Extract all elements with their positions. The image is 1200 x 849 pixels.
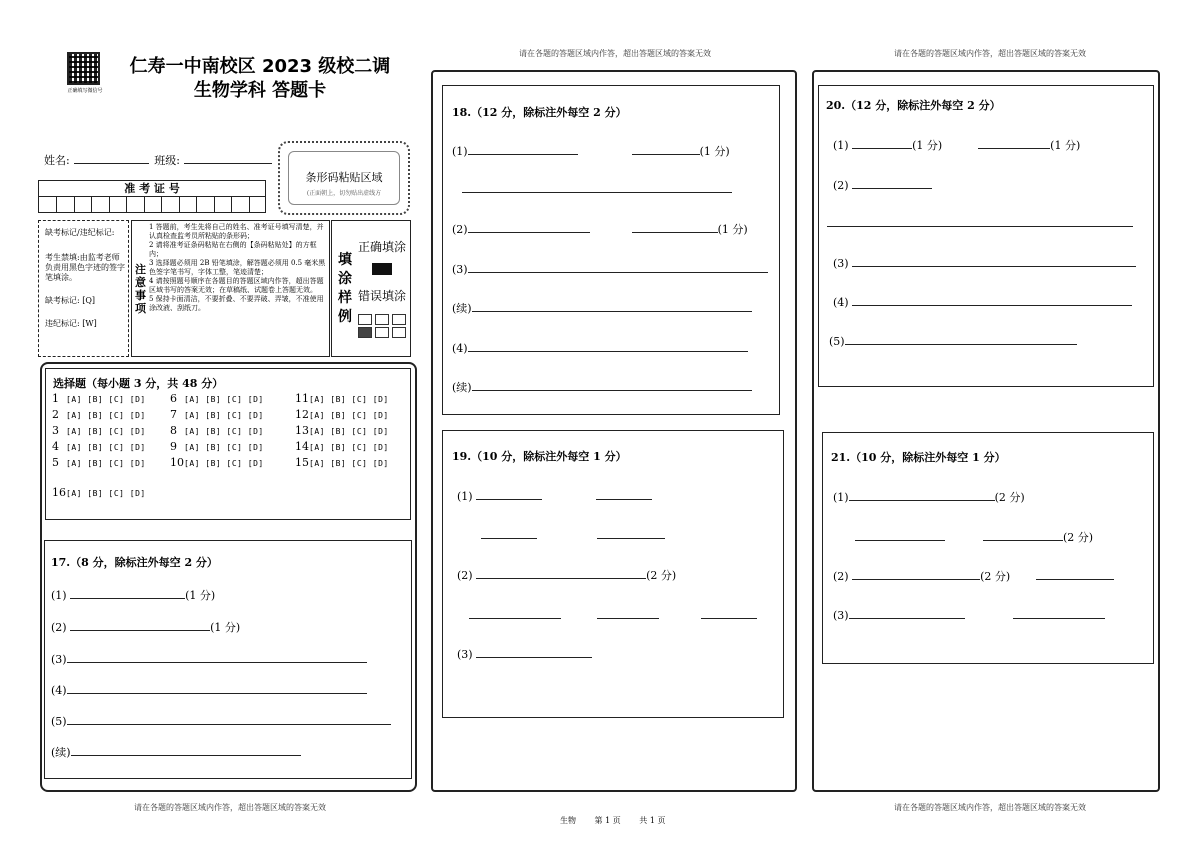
q19-title: 19.（10 分，除标注外每空 1 分） [452, 450, 627, 463]
exam-id-grid[interactable] [38, 180, 266, 213]
mc-number: 1 [52, 392, 59, 405]
q21-section[interactable] [822, 432, 1154, 664]
q21-title: 21.（10 分，除标注外每空 1 分） [831, 451, 1006, 464]
q18-blank-6[interactable]: (续) [452, 378, 752, 395]
fill-sample-box [331, 220, 411, 357]
notes-box [131, 220, 330, 357]
mc-number: 4 [52, 440, 59, 453]
mc-question-2[interactable] [52, 408, 146, 421]
mc-number: 10 [170, 456, 184, 469]
barcode-hint: (正面朝上，切勿贴出虚线方 [306, 190, 382, 197]
mc-question-9[interactable] [170, 440, 264, 453]
q19-section[interactable] [442, 430, 784, 718]
mc-options[interactable]: [A] [B] [C] [D] [184, 395, 264, 404]
q18-section[interactable] [442, 85, 780, 415]
q20-blank-4[interactable]: (4) [833, 293, 1132, 309]
mc-number: 7 [170, 408, 177, 421]
q18-blank-5[interactable]: (4) [452, 339, 748, 355]
qr-code-image [67, 52, 100, 85]
page-title: 仁寿一中南校区 2023 级校二调 [129, 56, 391, 77]
q18-blank-3[interactable]: (3) [452, 260, 768, 276]
q20-blank-5[interactable]: (5) [829, 332, 1077, 348]
warning-top-middle: 请在各题的答题区域内作答，超出答题区域的答案无效 [519, 49, 711, 58]
fill-sample-heading: 填涂样例 [338, 252, 352, 325]
mc-question-4[interactable] [52, 440, 146, 453]
mc-number: 14 [295, 440, 309, 453]
q20-blank-1[interactable]: (1) (1 分) (1 分) [833, 136, 1080, 153]
name-field[interactable] [44, 151, 272, 168]
fill-correct-sample [372, 263, 392, 275]
absent-mark[interactable]: 缺考标记: [Q] [45, 296, 96, 305]
q19-blank-2b[interactable] [469, 606, 757, 622]
barcode-area [278, 141, 410, 215]
page-subtitle: 生物学科 答题卡 [193, 80, 327, 101]
mc-number: 11 [295, 392, 309, 405]
q17-blank-2[interactable]: (2) (1 分) [51, 618, 240, 635]
absent-mark-box [38, 220, 129, 357]
note-item: 3 选择题必须用 2B 铅笔填涂，解答题必须用 0.5 毫米黑色签字笔书写，字体工整，笔迹清楚； [149, 259, 326, 276]
q19-blank-3[interactable]: (3) [457, 645, 592, 661]
mc-title: 选择题（每小题 3 分，共 48 分） [53, 377, 224, 390]
mc-number: 8 [170, 424, 177, 437]
mc-number: 5 [52, 456, 59, 469]
mc-options[interactable]: [A] [B] [C] [D] [309, 427, 389, 436]
mc-options[interactable]: [A] [B] [C] [D] [309, 443, 389, 452]
q20-blank-2b[interactable] [827, 214, 1133, 230]
qr-caption: 正确填写微信号 [67, 88, 103, 94]
class-label: 班级: [154, 154, 180, 167]
mc-question-14[interactable] [295, 440, 389, 453]
mc-number: 3 [52, 424, 59, 437]
mc-question-1[interactable] [52, 392, 146, 405]
mc-question-8[interactable] [170, 424, 264, 437]
warning-bottom-right: 请在各题的答题区域内作答，超出答题区域的答案无效 [894, 803, 1086, 812]
mc-question-7[interactable] [170, 408, 264, 421]
mc-number: 6 [170, 392, 177, 405]
q20-section[interactable] [818, 85, 1154, 387]
q19-blank-1b[interactable] [481, 526, 665, 542]
mc-question-5[interactable] [52, 456, 146, 469]
q18-title: 18.（12 分，除标注外每空 2 分） [452, 106, 627, 119]
mc-options[interactable]: [A] [B] [C] [D] [184, 443, 264, 452]
q20-title: 20.（12 分，除标注外每空 2 分） [826, 99, 1001, 112]
mc-number: 12 [295, 408, 309, 421]
fill-wrong-label: 错误填涂 [358, 289, 407, 303]
q17-blank-1[interactable]: (1) (1 分) [51, 586, 215, 603]
mc-question-15[interactable] [295, 456, 389, 469]
mc-options[interactable]: [A] [B] [C] [D] [66, 395, 146, 404]
q17-section[interactable] [44, 540, 412, 779]
q21-blank-1b[interactable]: (2 分) [855, 528, 1093, 545]
note-item: 5 保持卡面清洁，不要折叠、不要弄破、弄皱，不准使用涂改液、刮纸刀。 [149, 295, 324, 312]
notes-heading: 注意事项 [135, 263, 146, 315]
mc-question-3[interactable] [52, 424, 146, 437]
mc-number: 15 [295, 456, 309, 469]
mc-number: 16 [52, 486, 66, 499]
mc-options[interactable]: [A] [B] [C] [D] [184, 411, 264, 420]
mc-question-6[interactable] [170, 392, 264, 405]
warning-top-right: 请在各题的答题区域内作答，超出答题区域的答案无效 [894, 49, 1086, 58]
fill-wrong-samples [358, 312, 410, 338]
mc-number: 13 [295, 424, 309, 437]
absent-desc: 考生禁填:由监考老师负责用黑色字迹的签字笔填涂。 [45, 253, 125, 282]
q17-blank-3[interactable]: (3) [51, 650, 367, 666]
q19-blank-1[interactable]: (1) [457, 487, 652, 503]
q21-blank-2[interactable]: (2) (2 分) [833, 567, 1114, 584]
q18-blank-2[interactable]: (2) (1 分) [452, 220, 748, 237]
footer-total: 共 1 页 [639, 816, 666, 825]
mc-options[interactable]: [A] [B] [C] [D] [184, 459, 264, 468]
mc-options[interactable]: [A] [B] [C] [D] [66, 459, 146, 468]
q17-blank-4[interactable]: (4) [51, 681, 367, 697]
note-item: 4 请按照题号顺序在各题目的答题区域内作答，超出答题区域书写的答案无效；在草稿纸、试题卷上答题无效。 [149, 277, 324, 294]
q21-blank-1[interactable]: (1) (2 分) [833, 488, 1025, 505]
mc-number: 2 [52, 408, 59, 421]
q17-blank-6[interactable]: (续) [51, 743, 301, 760]
mc-options[interactable]: [A] [B] [C] [D] [309, 459, 389, 468]
warning-bottom-left: 请在各题的答题区域内作答，超出答题区域的答案无效 [134, 803, 326, 812]
mc-options[interactable]: [A] [B] [C] [D] [309, 395, 389, 404]
violation-mark[interactable]: 违纪标记: [W] [45, 319, 97, 328]
q18-blank-1[interactable]: (1) (1 分) [452, 142, 730, 159]
footer-subject: 生物 [560, 816, 576, 825]
footer-page-info [560, 815, 665, 826]
mc-options[interactable]: [A] [B] [C] [D] [66, 427, 146, 436]
mc-question-11[interactable] [295, 392, 389, 405]
q18-blank-1b[interactable] [462, 180, 732, 196]
mc-options[interactable]: [A] [B] [C] [D] [184, 427, 264, 436]
exam-id-label: 准 考 证 号 [39, 181, 265, 197]
q18-blank-4[interactable]: (续) [452, 299, 752, 316]
footer-page: 第 1 页 [594, 816, 621, 825]
mc-number: 9 [170, 440, 177, 453]
fill-correct-label: 正确填涂 [358, 240, 407, 254]
q20-blank-3[interactable]: (3) [833, 254, 1136, 270]
absent-title: 缺考标记/违纪标记: [45, 228, 115, 237]
note-item: 2 请将准考证条码粘贴在右侧的【条码粘贴处】的方框内； [149, 241, 317, 258]
mc-options[interactable]: [A] [B] [C] [D] [66, 411, 146, 420]
mc-question-10[interactable] [170, 456, 264, 469]
q17-blank-5[interactable]: (5) [51, 712, 391, 728]
name-label: 姓名: [44, 154, 70, 167]
q19-blank-2[interactable]: (2) (2 分) [457, 566, 676, 583]
mc-options[interactable]: [A] [B] [C] [D] [66, 489, 146, 498]
mc-question-16[interactable] [52, 486, 146, 499]
q21-blank-3[interactable]: (3) [833, 606, 1105, 622]
note-item: 1 答题前，考生先将自己的姓名、准考证号填写清楚，并认真检查监考员所粘贴的条形码； [149, 223, 324, 240]
mc-question-13[interactable] [295, 424, 389, 437]
mc-options[interactable]: [A] [B] [C] [D] [309, 411, 389, 420]
q17-title: 17.（8 分，除标注外每空 2 分） [51, 556, 218, 569]
barcode-title: 条形码粘贴区域 [305, 171, 383, 184]
mc-question-12[interactable] [295, 408, 389, 421]
q20-blank-2[interactable]: (2) [833, 176, 932, 192]
mc-options[interactable]: [A] [B] [C] [D] [66, 443, 146, 452]
